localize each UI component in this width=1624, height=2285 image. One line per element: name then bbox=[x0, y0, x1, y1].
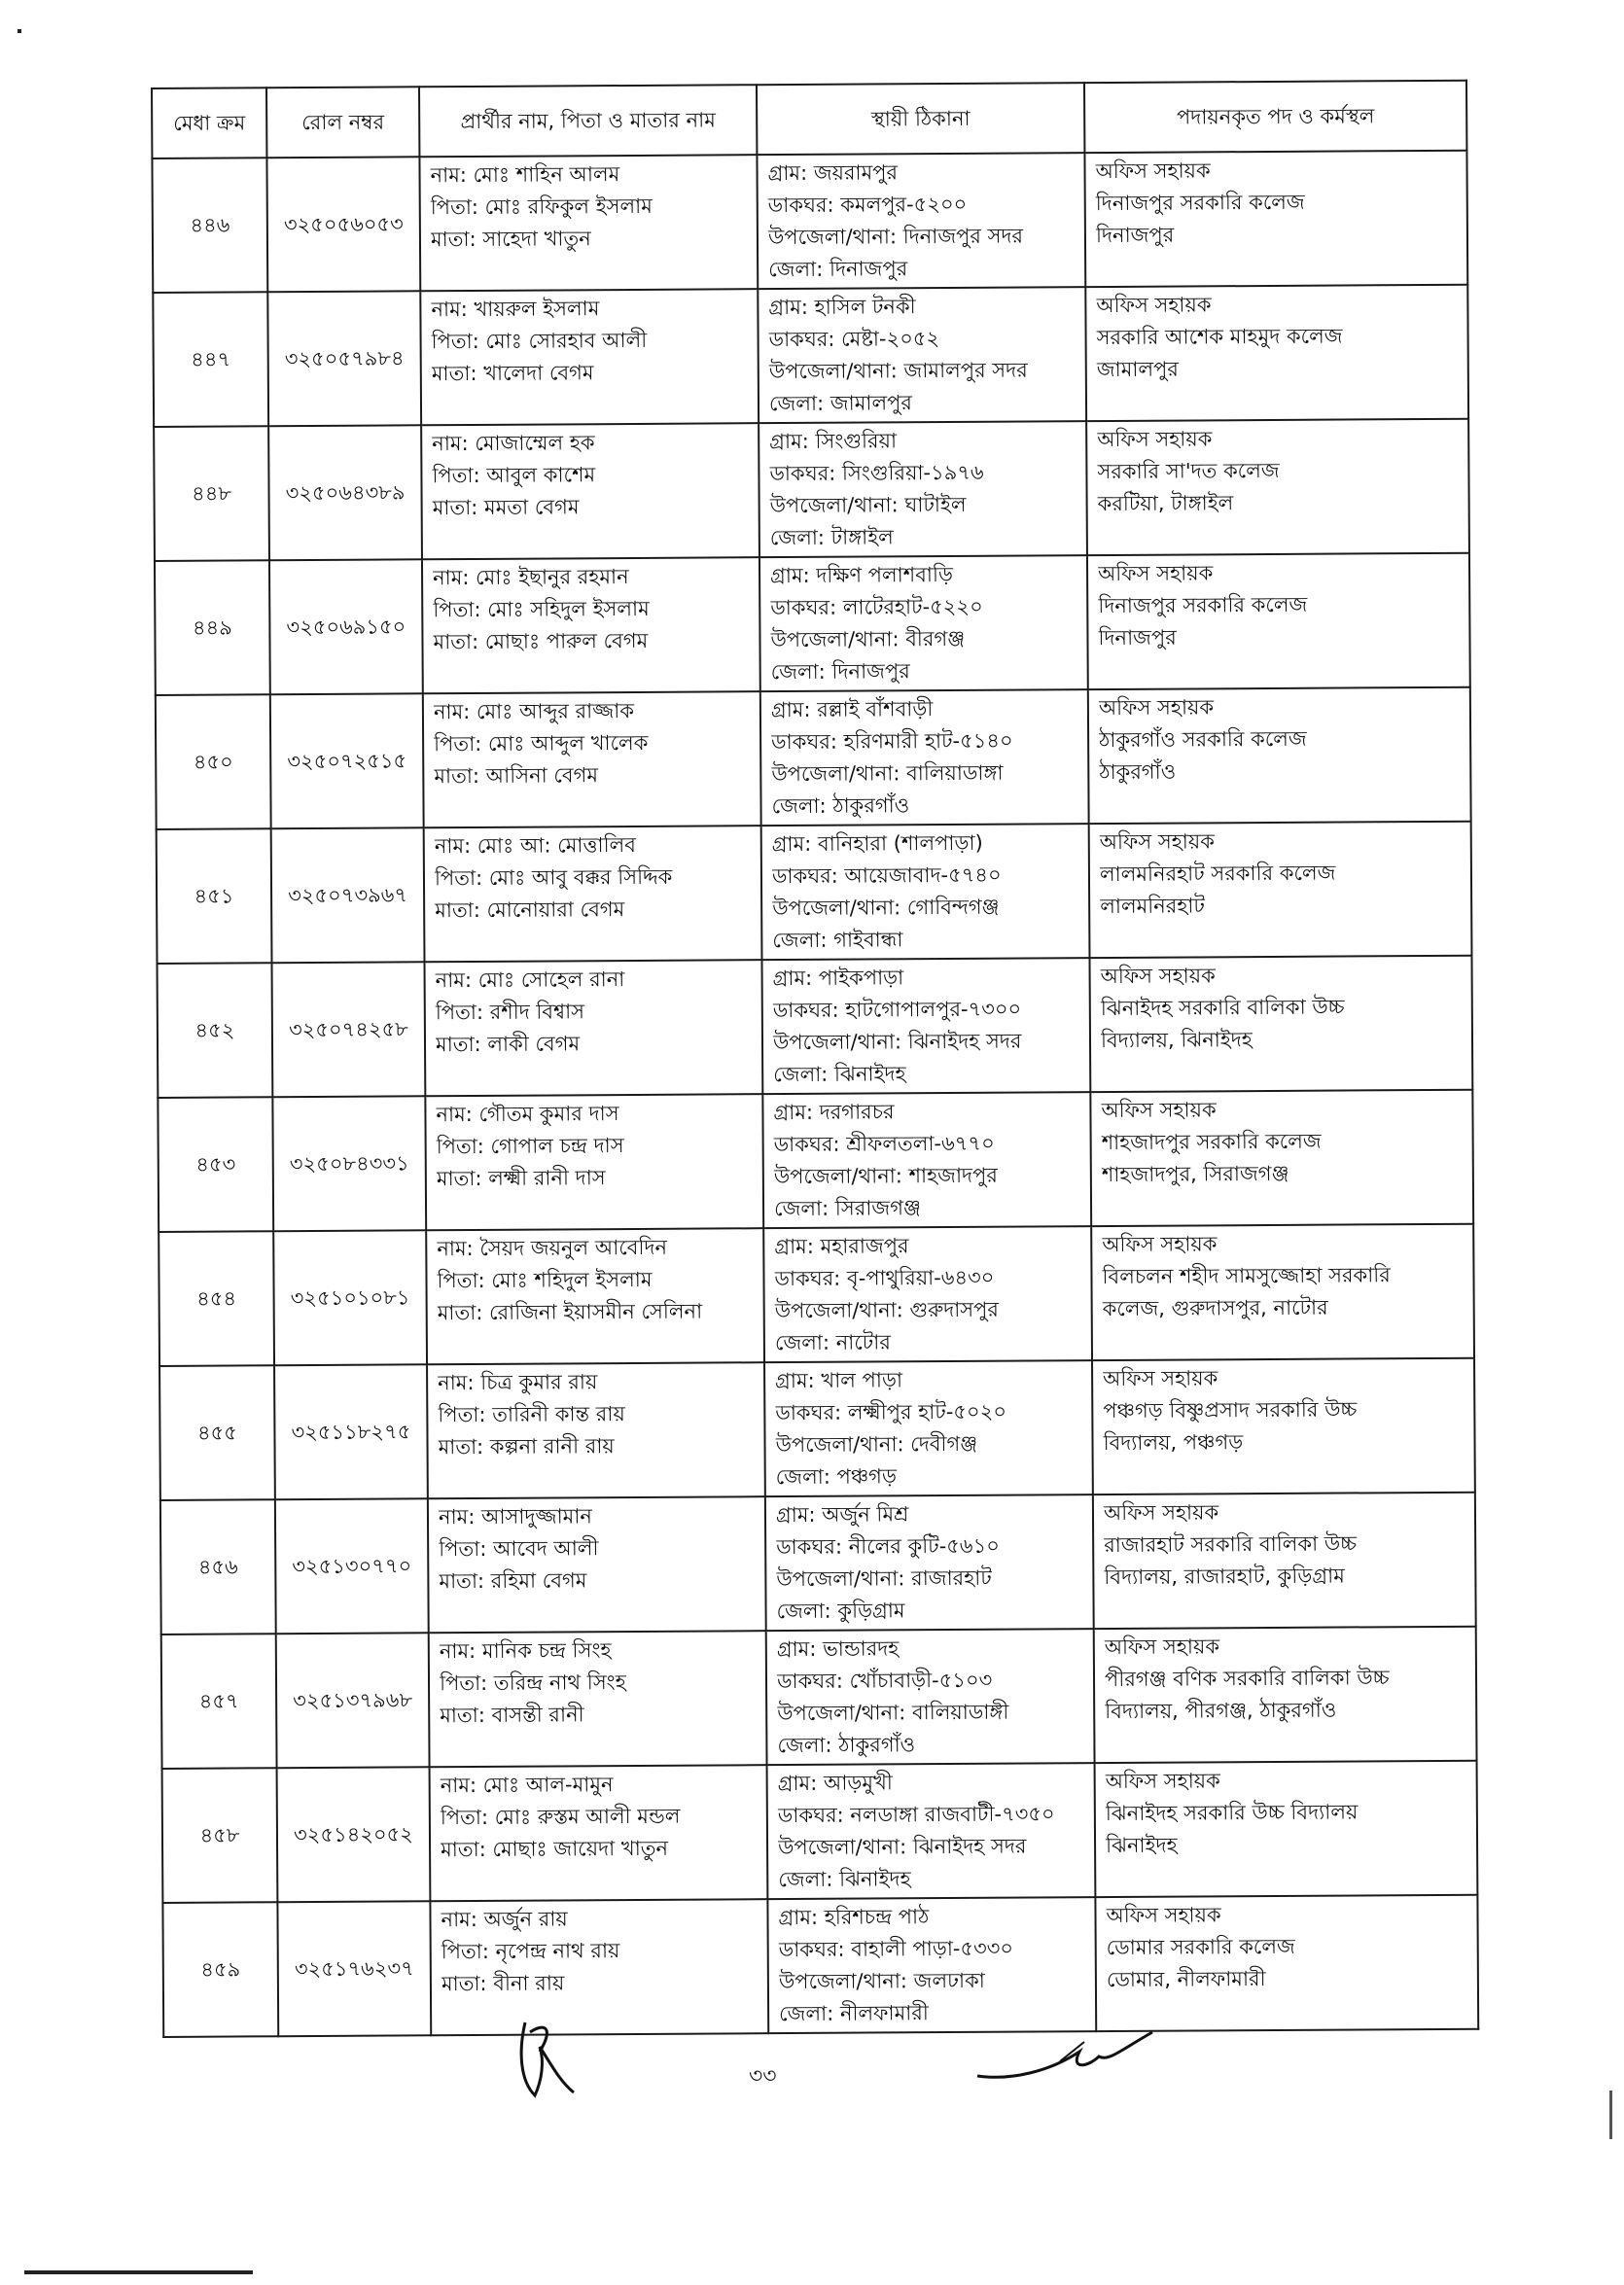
roll-cell: ৩২৫১০১০৮১ bbox=[273, 1230, 427, 1365]
merit-cell: ৪৫২ bbox=[158, 963, 273, 1098]
address-line: উপজেলা/থানা: গোবিন্দগঞ্জ bbox=[772, 895, 1000, 921]
address-line: জেলা: দিনাজপুর bbox=[768, 257, 908, 282]
merit-cell: ৪৫৩ bbox=[158, 1097, 273, 1232]
names-line: পিতা: গোপাল চন্দ্র দাস bbox=[436, 1134, 624, 1159]
header-merit: মেধা ক্রম bbox=[152, 88, 266, 158]
roll-cell: ৩২৫১৭৬২৩৭ bbox=[277, 1901, 431, 2036]
posting-line: দিনাজপুর সরকারি কলেজ bbox=[1095, 190, 1305, 216]
posting-line: দিনাজপুর bbox=[1095, 223, 1175, 248]
merit-cell: ৪৪৮ bbox=[154, 426, 269, 561]
posting-line: বিদ্যালয়, রাজারহাট, কুড়িগ্রাম bbox=[1104, 1564, 1345, 1590]
address-line: জেলা: ঠাকুরগাঁও bbox=[777, 1733, 916, 1758]
posting-line: অফিস সহায়ক bbox=[1103, 1500, 1219, 1526]
names-line: মাতা: মমতা বেগম bbox=[432, 495, 580, 520]
address-line: গ্রাম: বানিহারা (শালপাড়া) bbox=[771, 830, 983, 857]
roll-cell: ৩২৫১৪২০৫২ bbox=[277, 1767, 431, 1902]
posting-cell bbox=[1094, 1627, 1477, 1763]
header-name: প্রার্থীর নাম, পিতা ও মাতার নাম bbox=[419, 85, 757, 157]
address-line: উপজেলা/থানা: রাজারহাট bbox=[776, 1565, 992, 1592]
address-cell bbox=[760, 689, 1089, 826]
posting-cell bbox=[1088, 687, 1471, 824]
names-line: পিতা: নৃপেন্দ্র নাথ রায় bbox=[441, 1939, 620, 1964]
posting-cell bbox=[1085, 285, 1468, 421]
posting-cell bbox=[1095, 1895, 1478, 2031]
names-line: নাম: মানিক চন্দ্র সিংহ bbox=[439, 1638, 612, 1664]
address-line: উপজেলা/থানা: ঝিনাইদহ সদর bbox=[777, 1834, 1027, 1860]
table-row bbox=[155, 553, 1470, 695]
address-line: ডাকঘর: নীলের কুটি-৫৬১০ bbox=[776, 1533, 1000, 1560]
roll-cell: ৩২৫১৩০৭৭০ bbox=[275, 1498, 429, 1634]
address-cell bbox=[759, 555, 1088, 691]
scan-mark-right bbox=[1609, 2091, 1612, 2139]
address-line: গ্রাম: দক্ষিণ পলাশবাড়ি bbox=[770, 562, 954, 588]
table-row bbox=[162, 1895, 1478, 2037]
merit-cell: ৪৪৭ bbox=[153, 292, 268, 427]
names-line: নাম: মোঃ আল-মামুন bbox=[440, 1773, 614, 1798]
names-cell bbox=[419, 155, 758, 291]
table-row bbox=[157, 822, 1472, 964]
posting-line: বিদ্যালয়, পঞ্চগড় bbox=[1103, 1430, 1244, 1456]
posting-line: ডোমার, নীলফামারী bbox=[1106, 1967, 1266, 1992]
merit-cell: ৪৫০ bbox=[156, 694, 271, 829]
scan-line-bottom bbox=[24, 2270, 253, 2274]
posting-line: অফিস সহায়ক bbox=[1096, 293, 1212, 318]
merit-cell: ৪৫৬ bbox=[160, 1499, 276, 1635]
roll-cell: ৩২৫১১৮২৭৫ bbox=[274, 1364, 428, 1499]
address-line: গ্রাম: আড়মুখী bbox=[777, 1771, 893, 1796]
names-line: নাম: সৈয়দ জয়নুল আবেদিন bbox=[437, 1235, 668, 1261]
table-header-row bbox=[152, 81, 1466, 158]
address-line: জেলা: সিরাজগঞ্জ bbox=[773, 1196, 921, 1221]
table-row bbox=[152, 151, 1467, 293]
names-cell bbox=[420, 289, 759, 425]
names-line: পিতা: মোঃ আবু বক্কর সিদ্দিক bbox=[434, 864, 673, 891]
posting-cell bbox=[1091, 1224, 1474, 1360]
posting-cell bbox=[1092, 1358, 1475, 1494]
address-line: ডাকঘর: খোঁচাবাড়ী-৫১০৩ bbox=[776, 1668, 993, 1694]
address-cell bbox=[764, 1360, 1093, 1496]
posting-line: অফিস সহায়ক bbox=[1106, 1903, 1221, 1928]
names-cell bbox=[430, 1899, 768, 2035]
address-line: গ্রাম: জয়রামপুর bbox=[767, 160, 899, 186]
names-line: মাতা: মোছাঃ পারুল বেগম bbox=[433, 628, 649, 654]
posting-line: সরকারি সা'দত কলেজ bbox=[1097, 458, 1280, 484]
table-row bbox=[160, 1493, 1476, 1635]
posting-line: ঠাকুরগাঁও bbox=[1099, 759, 1177, 785]
posting-line: করটিয়া, টাঙ্গাইল bbox=[1097, 491, 1234, 516]
posting-line: রাজারহাট সরকারি বালিকা উচ্চ bbox=[1104, 1531, 1358, 1558]
address-line: ডাকঘর: মেষ্টা-২০৫২ bbox=[768, 327, 940, 352]
table-row bbox=[158, 1090, 1473, 1232]
posting-cell bbox=[1095, 1761, 1478, 1897]
names-line: পিতা: আবেদ আলী bbox=[439, 1536, 599, 1562]
names-line: নাম: মোজাম্মেল হক bbox=[432, 431, 595, 456]
posting-line: অফিস সহায়ক bbox=[1097, 561, 1214, 586]
address-cell bbox=[765, 1494, 1094, 1631]
names-line: পিতা: আবুল কাশেম bbox=[432, 463, 596, 488]
names-line: মাতা: রোজিনা ইয়াসমীন সেলিনা bbox=[437, 1299, 703, 1325]
address-cell bbox=[763, 1226, 1092, 1362]
table-row bbox=[156, 687, 1471, 829]
names-cell bbox=[425, 1094, 763, 1230]
table-row bbox=[161, 1627, 1477, 1769]
address-line: ডাকঘর: নলডাঙ্গা রাজবাটী-৭৩৫০ bbox=[777, 1802, 1055, 1828]
roll-cell: ৩২৫০৬৯১৫০ bbox=[269, 559, 423, 694]
roll-cell: ৩২৫০৭৪২৫৮ bbox=[272, 962, 426, 1097]
table-row bbox=[159, 1358, 1475, 1500]
merit-cell: ৪৫৪ bbox=[159, 1231, 274, 1366]
names-cell bbox=[422, 557, 760, 693]
names-line: পিতা: মোঃ রুস্তম আলী মন্ডল bbox=[440, 1804, 681, 1830]
names-cell bbox=[426, 1228, 764, 1364]
address-line: উপজেলা/থানা: জলঢাকা bbox=[778, 1968, 985, 1994]
address-cell bbox=[757, 153, 1085, 289]
address-line: গ্রাম: রল্লাই বাঁশবাড়ী bbox=[770, 697, 934, 722]
names-line: নাম: মোঃ সোহেল রানা bbox=[435, 967, 625, 993]
posting-line: বিলচলন শহীদ সামসুজ্জোহা সরকারি bbox=[1102, 1263, 1391, 1289]
posting-line: ঝিনাইদহ সরকারি উচ্চ বিদ্যালয় bbox=[1105, 1800, 1359, 1826]
address-cell bbox=[759, 421, 1087, 557]
address-line: উপজেলা/থানা: দিনাজপুর সদর bbox=[767, 224, 1024, 250]
address-line: ডাকঘর: হাটগোপালপুর-৭৩০০ bbox=[772, 997, 1022, 1023]
posting-line: অফিস সহায়ক bbox=[1105, 1769, 1220, 1794]
merit-cell: ৪৫৫ bbox=[159, 1365, 275, 1500]
names-cell bbox=[429, 1631, 767, 1767]
merit-cell: ৪৫১ bbox=[157, 828, 272, 964]
names-line: পিতা: তরিন্দ্র নাথ সিংহ bbox=[439, 1670, 626, 1696]
names-line: মাতা: লক্ষ্মী রানী দাস bbox=[436, 1166, 606, 1191]
posting-line: বিদ্যালয়, পীরগঞ্জ, ঠাকুরগাঁও bbox=[1105, 1698, 1337, 1724]
names-cell bbox=[430, 1765, 768, 1901]
address-cell bbox=[762, 1092, 1091, 1228]
posting-line: কলেজ, গুরুদাসপুর, নাটোর bbox=[1102, 1295, 1328, 1321]
header-posting: পদায়নকৃত পদ ও কর্মস্থল bbox=[1084, 81, 1466, 153]
address-cell bbox=[767, 1763, 1096, 1899]
names-line: মাতা: সাহেদা খাতুন bbox=[430, 227, 591, 252]
address-line: ডাকঘর: বৃ-পাথুরিয়া-৬৪৩০ bbox=[774, 1265, 995, 1291]
address-line: ডাকঘর: সিংগুরিয়া-১৯৭৬ bbox=[769, 460, 984, 486]
address-line: উপজেলা/থানা: ঘাটাইল bbox=[769, 492, 967, 518]
merit-cell: ৪৫৯ bbox=[162, 1902, 278, 2037]
signature-left bbox=[501, 2003, 579, 2110]
posting-line: শাহজাদপুর, সিরাজগঞ্জ bbox=[1101, 1161, 1289, 1187]
posting-cell bbox=[1089, 822, 1472, 958]
names-line: নাম: মোঃ ইছানুর রহমান bbox=[433, 565, 629, 590]
posting-line: পীরগঞ্জ বণিক সরকারি বালিকা উচ্চ bbox=[1104, 1666, 1390, 1692]
address-line: জেলা: ঝিনাইদহ bbox=[773, 1062, 906, 1087]
names-line: পিতা: তারিনী কান্ত রায় bbox=[438, 1402, 625, 1427]
posting-line: বিদ্যালয়, ঝিনাইদহ bbox=[1100, 1028, 1253, 1053]
names-line: মাতা: খালেদা বেগম bbox=[431, 361, 594, 386]
address-line: গ্রাম: অর্জুন মিশ্র bbox=[775, 1502, 909, 1528]
posting-line: লালমনিরহাট সরকারি কলেজ bbox=[1099, 861, 1336, 887]
names-line: নাম: মোঃ আ: মোত্তালিব bbox=[434, 832, 636, 859]
names-line: মাতা: বীনা রায় bbox=[441, 1971, 565, 1996]
address-line: গ্রাম: মহারাজপুর bbox=[774, 1234, 909, 1259]
names-line: পিতা: মোঃ আব্দুল খালেক bbox=[434, 730, 649, 756]
posting-line: পঞ্চগড় বিষ্ণুপ্রসাদ সরকারি উচ্চ bbox=[1103, 1397, 1358, 1424]
posting-line: দিনাজপুর সরকারি কলেজ bbox=[1098, 592, 1308, 618]
signature-right bbox=[972, 2022, 1167, 2100]
posting-line: অফিস সহায়ক bbox=[1098, 695, 1215, 721]
roll-cell: ৩২৫০৭২৫১৫ bbox=[270, 693, 424, 828]
address-line: জেলা: টাঙ্গাইল bbox=[769, 525, 894, 550]
address-line: উপজেলা/থানা: দেবীগঞ্জ bbox=[775, 1431, 978, 1458]
address-line: ডাকঘর: লক্ষ্মীপুর হাট-৫০২০ bbox=[775, 1399, 1007, 1425]
address-cell bbox=[761, 958, 1090, 1094]
posting-cell bbox=[1090, 1090, 1473, 1226]
posting-cell bbox=[1086, 419, 1469, 555]
table-row bbox=[159, 1224, 1474, 1366]
posting-line: অফিস সহায়ক bbox=[1099, 829, 1215, 855]
address-line: জেলা: ঠাকুরগাঁও bbox=[771, 793, 910, 819]
address-line: জেলা: ঝিনাইদহ bbox=[778, 1867, 911, 1892]
address-line: জেলা: কুড়িগ্রাম bbox=[776, 1599, 905, 1624]
posting-line: দিনাজপুর bbox=[1098, 625, 1177, 650]
posting-line: অফিস সহায়ক bbox=[1095, 158, 1211, 184]
table-row bbox=[153, 285, 1468, 427]
names-line: নাম: অর্জুন রায় bbox=[441, 1907, 568, 1932]
names-cell bbox=[424, 960, 762, 1096]
names-line: পিতা: মোঃ সহিদুল ইসলাম bbox=[433, 596, 650, 622]
table-row bbox=[158, 956, 1473, 1098]
names-cell bbox=[424, 826, 762, 962]
names-line: মাতা: কল্পনা রানী রায় bbox=[438, 1434, 615, 1459]
merit-cell: ৪৪৬ bbox=[152, 158, 267, 293]
address-line: গ্রাম: পাইকপাড়া bbox=[772, 966, 904, 991]
address-line: উপজেলা/থানা: বীরগঞ্জ bbox=[770, 626, 966, 652]
address-line: গ্রাম: সিংগুরিয়া bbox=[769, 429, 898, 454]
names-line: নাম: চিত্র কুমার রায় bbox=[438, 1370, 598, 1395]
address-line: ডাকঘর: শ্রীফলতলা-৬৭৭০ bbox=[773, 1131, 995, 1157]
address-line: ডাকঘর: বাহালী পাড়া-৫৩৩০ bbox=[778, 1936, 1014, 1962]
table-row bbox=[162, 1761, 1478, 1903]
header-roll: রোল নম্বর bbox=[266, 87, 419, 158]
posting-line: ডোমার সরকারি কলেজ bbox=[1106, 1934, 1295, 1960]
names-line: নাম: আসাদুজ্জামান bbox=[438, 1504, 593, 1529]
address-cell bbox=[766, 1629, 1095, 1765]
posting-line: অফিস সহায়ক bbox=[1097, 427, 1213, 452]
address-cell bbox=[767, 1897, 1096, 2033]
names-line: মাতা: আসিনা বেগম bbox=[434, 763, 599, 789]
names-cell bbox=[428, 1496, 766, 1633]
address-line: উপজেলা/থানা: বালিয়াডাঙ্গা bbox=[771, 760, 1004, 787]
address-line: ডাকঘর: কমলপুর-৫২০০ bbox=[767, 192, 968, 218]
header-address: স্থায়ী ঠিকানা bbox=[757, 83, 1084, 155]
merit-cell: ৪৫৮ bbox=[162, 1768, 278, 1903]
address-cell bbox=[758, 287, 1086, 423]
address-line: গ্রাম: খাল পাড়া bbox=[775, 1368, 903, 1393]
merit-cell: ৪৪৯ bbox=[155, 560, 270, 695]
posting-line: ঠাকুরগাঁও সরকারি কলেজ bbox=[1099, 726, 1307, 753]
names-line: নাম: খায়রুল ইসলাম bbox=[431, 297, 600, 322]
roll-cell: ৩২৫০৭৩৯৬৭ bbox=[271, 827, 425, 963]
names-line: মাতা: বাসন্তী রানী bbox=[440, 1703, 584, 1728]
address-line: উপজেলা/থানা: ঝিনাইদহ সদর bbox=[772, 1029, 1022, 1055]
table-row bbox=[154, 419, 1469, 561]
address-line: গ্রাম: ভান্ডারদহ bbox=[776, 1636, 900, 1662]
address-line: জেলা: নাটোর bbox=[774, 1330, 891, 1355]
roll-cell: ৩২৫০৫৬০৫৩ bbox=[266, 157, 420, 292]
address-line: ডাকঘর: হরিণমারী হাট-৫১৪০ bbox=[771, 728, 1013, 755]
address-line: জেলা: দিনাজপুর bbox=[770, 659, 910, 685]
names-line: নাম: মোঃ আব্দুর রাজ্জাক bbox=[433, 698, 635, 724]
roll-cell: ৩২৫০৫৭৯৮৪ bbox=[267, 291, 421, 426]
address-line: উপজেলা/থানা: জামালপুর সদর bbox=[768, 358, 1028, 384]
merit-cell: ৪৫৭ bbox=[161, 1634, 277, 1769]
address-line: জেলা: জামালপুর bbox=[768, 391, 912, 416]
address-line: উপজেলা/থানা: বালিয়াডাঙ্গী bbox=[777, 1700, 1009, 1726]
posting-line: লালমনিরহাট bbox=[1100, 894, 1205, 919]
scan-mark-left bbox=[18, 29, 21, 33]
names-line: মাতা: লাকী বেগম bbox=[435, 1032, 581, 1057]
roll-cell: ৩২৫০৮৪৩৩১ bbox=[272, 1096, 426, 1231]
address-line: গ্রাম: হাসিল টনকী bbox=[768, 295, 916, 320]
posting-line: সরকারি আশেক মাহমুদ কলেজ bbox=[1096, 324, 1343, 350]
address-line: জেলা: পঞ্চগড় bbox=[775, 1464, 897, 1490]
names-line: পিতা: মোঃ রফিকুল ইসলাম bbox=[430, 193, 653, 220]
names-line: পিতা: রশীদ বিশ্বাস bbox=[435, 1000, 585, 1025]
posting-line: শাহজাদপুর সরকারি কলেজ bbox=[1101, 1129, 1322, 1155]
posting-line: অফিস সহায়ক bbox=[1103, 1366, 1218, 1391]
names-line: মাতা: রহিমা বেগম bbox=[439, 1568, 587, 1594]
posting-line: অফিস সহায়ক bbox=[1102, 1232, 1218, 1257]
merit-list-table bbox=[151, 80, 1479, 2038]
posting-line: ঝিনাইদহ bbox=[1105, 1833, 1178, 1858]
names-line: পিতা: মোঃ শহিদুল ইসলাম bbox=[437, 1267, 653, 1293]
address-line: গ্রাম: দরগারচর bbox=[773, 1100, 895, 1125]
posting-cell bbox=[1089, 956, 1472, 1092]
posting-line: অফিস সহায়ক bbox=[1100, 964, 1216, 989]
posting-cell bbox=[1084, 151, 1467, 287]
address-line: জেলা: গাইবান্ধা bbox=[772, 928, 903, 953]
names-cell bbox=[427, 1362, 765, 1498]
address-line: ডাকঘর: আয়েজাবাদ-৫৭৪০ bbox=[771, 862, 1002, 889]
address-line: গ্রাম: হরিশচন্দ্র পাঠ bbox=[778, 1905, 930, 1930]
page-number: ৩৩ bbox=[749, 2064, 777, 2089]
names-line: নাম: গৌতম কুমার দাস bbox=[436, 1102, 619, 1127]
posting-line: অফিস সহায়ক bbox=[1104, 1635, 1220, 1660]
posting-cell bbox=[1093, 1493, 1476, 1629]
address-line: জেলা: নীলফামারী bbox=[779, 2001, 929, 2026]
posting-cell bbox=[1087, 553, 1470, 689]
names-cell bbox=[423, 691, 761, 827]
posting-line: জামালপুর bbox=[1096, 357, 1179, 382]
posting-line: ঝিনাইদহ সরকারি বালিকা উচ্চ bbox=[1100, 995, 1345, 1021]
address-cell bbox=[761, 824, 1090, 960]
address-line: উপজেলা/থানা: গুরুদাসপুর bbox=[774, 1297, 1000, 1323]
names-line: মাতা: মোনোয়ারা বেগম bbox=[435, 897, 625, 923]
address-line: উপজেলা/থানা: শাহজাদপুর bbox=[773, 1163, 998, 1189]
address-line: ডাকঘর: লাটেরহাট-৫২২০ bbox=[770, 594, 983, 620]
names-line: পিতা: মোঃ সোরহাব আলী bbox=[431, 328, 648, 354]
names-line: নাম: মোঃ শাহিন আলম bbox=[430, 162, 620, 188]
names-line: মাতা: মোছাঃ জায়েদা খাতুন bbox=[441, 1836, 669, 1862]
posting-line: অফিস সহায়ক bbox=[1101, 1098, 1217, 1123]
roll-cell: ৩২৫০৬৪৩৮৯ bbox=[268, 425, 422, 560]
names-cell bbox=[421, 423, 759, 559]
roll-cell: ৩২৫১৩৭৯৬৮ bbox=[276, 1633, 430, 1768]
